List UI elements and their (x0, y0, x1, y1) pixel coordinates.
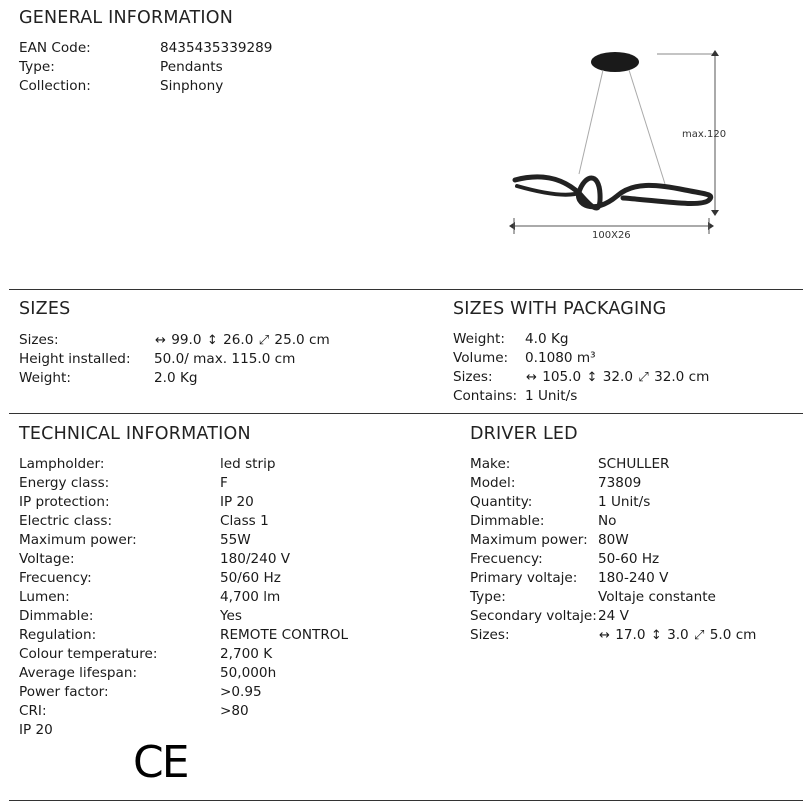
driver-title: DRIVER LED (470, 424, 578, 444)
row-value: 50,000h (220, 665, 277, 681)
row-label: Make: (470, 456, 511, 472)
height-installed-row (19, 350, 330, 369)
size-height: 3.0 (667, 627, 689, 643)
tech-row (19, 455, 348, 474)
size-depth: 32.0 cm (654, 369, 710, 385)
general-title: GENERAL INFORMATION (19, 8, 233, 28)
driver-rows (470, 455, 756, 645)
arrowhead-icon (711, 50, 719, 56)
tech-row (19, 588, 348, 607)
row-value: Class 1 (220, 513, 269, 529)
row-label: Maximum power: (470, 532, 588, 548)
row-value: 50/60 Hz (220, 570, 281, 586)
tech-row (19, 493, 348, 512)
ceiling-canopy (591, 52, 639, 72)
tech-row (19, 664, 348, 683)
row-label: Height installed: (19, 351, 131, 367)
row-label: Power factor: (19, 684, 109, 700)
size-height: 26.0 (223, 332, 254, 348)
tech-row (19, 512, 348, 531)
driver-row (470, 455, 756, 474)
row-value: 2,700 K (220, 646, 273, 662)
row-label: Regulation: (19, 627, 97, 643)
diagonal-arrow-icon: ⤢ (638, 370, 649, 385)
row-value: Yes (220, 608, 242, 624)
row-label: Dimmable: (19, 608, 94, 624)
row-value: SCHULLER (598, 456, 670, 472)
row-value: >80 (220, 703, 249, 719)
size-width: 17.0 (615, 627, 646, 643)
row-label: Weight: (453, 331, 505, 347)
row-value: 0.1080 m³ (525, 350, 596, 366)
sizes-title: SIZES (19, 299, 71, 319)
horizontal-arrow-icon: ↔ (526, 370, 537, 385)
row-label: Colour temperature: (19, 646, 158, 662)
packaging-volume-row (453, 349, 709, 368)
suspension-cable (579, 70, 603, 174)
driver-row (470, 550, 756, 569)
product-drawing (505, 44, 735, 244)
tech-row (19, 607, 348, 626)
row-label: Dimmable: (470, 513, 545, 529)
row-value: 73809 (598, 475, 642, 491)
height-label: max.120 (682, 129, 727, 140)
sizes-rows (19, 331, 330, 388)
driver-row (470, 569, 756, 588)
packaging-contains-row (453, 387, 709, 406)
tech-row (19, 702, 348, 721)
row-label: Collection: (19, 78, 91, 94)
driver-row (470, 493, 756, 512)
horizontal-arrow-icon: ↔ (155, 333, 166, 348)
packaging-rows (453, 330, 709, 406)
row-value: 1 Unit/s (598, 494, 651, 510)
row-label: Frecuency: (19, 570, 92, 586)
row-label: CRI: (19, 703, 47, 719)
divider (9, 289, 803, 290)
driver-row (470, 607, 756, 626)
row-value: Sinphony (160, 78, 224, 94)
row-label: Lumen: (19, 589, 70, 605)
row-value (525, 368, 709, 387)
weight-row (19, 369, 330, 388)
tech-row (19, 626, 348, 645)
packaging-sizes-row (453, 368, 709, 387)
row-label: Volume: (453, 350, 509, 366)
general-rows (19, 39, 272, 96)
row-label: Voltage: (19, 551, 75, 567)
ean-row (19, 39, 272, 58)
driver-row (470, 531, 756, 550)
row-value: 8435435339289 (160, 40, 273, 56)
tech-row (19, 550, 348, 569)
size-width: 99.0 (171, 332, 202, 348)
row-label: Weight: (19, 370, 71, 386)
driver-row (470, 512, 756, 531)
row-label: Average lifespan: (19, 665, 138, 681)
row-label: IP protection: (19, 494, 110, 510)
row-label: Sizes: (453, 369, 493, 385)
row-value: led strip (220, 456, 276, 472)
tech-row (19, 683, 348, 702)
row-label: EAN Code: (19, 40, 91, 56)
row-label: Energy class: (19, 475, 110, 491)
size-depth: 5.0 cm (709, 627, 757, 643)
vertical-arrow-icon: ↕ (206, 333, 218, 348)
row-label: Sizes: (470, 627, 510, 643)
led-body (517, 186, 575, 195)
size-width: 105.0 (542, 369, 582, 385)
row-label: Primary voltaje: (470, 570, 578, 586)
row-label: Contains: (453, 388, 518, 404)
diagonal-arrow-icon: ⤢ (258, 333, 270, 348)
row-value: IP 20 (220, 494, 254, 510)
row-value: 80W (598, 532, 629, 548)
row-label: Type: (470, 589, 506, 605)
row-label: Model: (470, 475, 516, 491)
divider (9, 413, 803, 414)
row-value: 180-240 V (598, 570, 669, 586)
divider (9, 800, 803, 801)
row-value: 55W (220, 532, 251, 548)
row-label: Maximum power: (19, 532, 137, 548)
row-value: >0.95 (220, 684, 262, 700)
collection-row (19, 77, 272, 96)
width-label: 100X26 (592, 230, 631, 241)
vertical-arrow-icon: ↕ (586, 370, 598, 385)
row-value: Voltaje constante (598, 589, 716, 605)
row-value: 2.0 Kg (154, 370, 198, 386)
driver-row (470, 474, 756, 493)
tech-row (19, 474, 348, 493)
row-value: Pendants (160, 59, 223, 75)
sizes-row (19, 331, 330, 350)
row-label: Electric class: (19, 513, 113, 529)
packaging-weight-row (453, 330, 709, 349)
row-value (154, 331, 330, 350)
tech-row (19, 645, 348, 664)
driver-sizes-row (470, 626, 756, 645)
arrowhead-icon (711, 210, 719, 216)
vertical-arrow-icon: ↕ (650, 628, 662, 643)
row-value: REMOTE CONTROL (220, 627, 349, 643)
row-label: Frecuency: (470, 551, 543, 567)
row-value: 4.0 Kg (525, 331, 569, 347)
technical-rows (19, 455, 348, 740)
row-value: F (220, 475, 228, 491)
ce-mark-icon: CE (133, 737, 188, 788)
row-value (598, 626, 756, 645)
row-label: Quantity: (470, 494, 533, 510)
row-label: IP 20 (19, 722, 53, 738)
row-value: 1 Unit/s (525, 388, 578, 404)
technical-title: TECHNICAL INFORMATION (19, 424, 251, 444)
diagonal-arrow-icon: ⤢ (694, 628, 705, 643)
row-value: 4,700 lm (220, 589, 281, 605)
tech-row (19, 531, 348, 550)
type-row (19, 58, 272, 77)
row-label: Lampholder: (19, 456, 105, 472)
row-label: Type: (19, 59, 55, 75)
size-height: 32.0 (602, 369, 633, 385)
size-depth: 25.0 cm (274, 332, 330, 348)
row-value: 50-60 Hz (598, 551, 660, 567)
row-value: 24 V (598, 608, 629, 624)
tech-row (19, 569, 348, 588)
row-value: 180/240 V (220, 551, 291, 567)
row-label: Secondary voltaje: (470, 608, 597, 624)
row-label: Sizes: (19, 332, 59, 348)
suspension-cable (629, 70, 665, 184)
driver-row (470, 588, 756, 607)
horizontal-arrow-icon: ↔ (599, 628, 610, 643)
row-value: 50.0/ max. 115.0 cm (154, 351, 296, 367)
row-value: No (598, 513, 617, 529)
packaging-title: SIZES WITH PACKAGING (453, 299, 667, 319)
